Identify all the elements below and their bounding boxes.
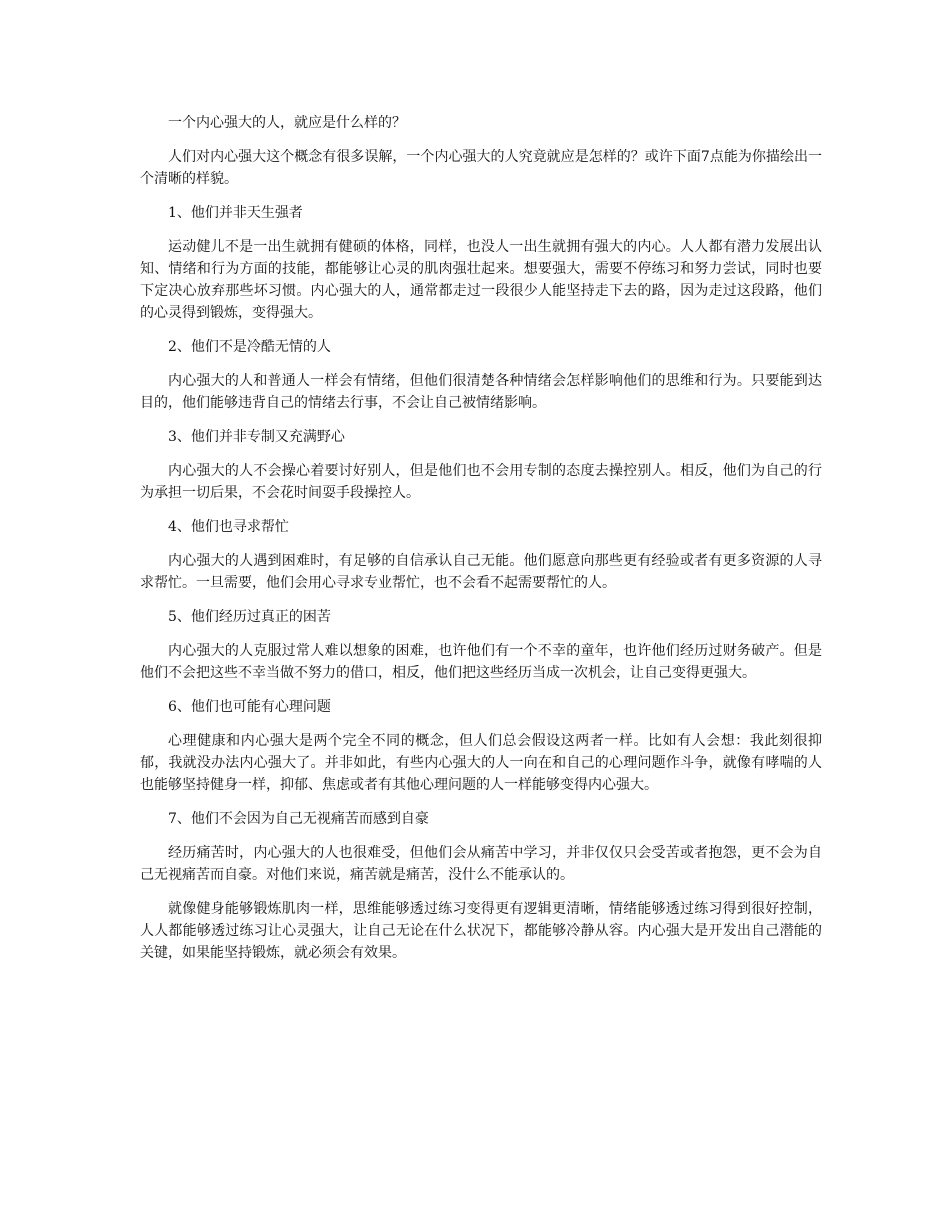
section-5-heading: 5、他们经历过真正的困苦 — [168, 609, 331, 625]
section-4-body: 内心强大的人遇到困难时，有足够的自信承认自己无能。他们愿意向那些更有经验或者有更多资源的人寻求帮忙。一旦需要，他们会用心寻求专业帮忙，也不会看不起需要帮忙的人。 — [140, 553, 822, 591]
document-title: 一个内心强大的人，就应是什么样的？ — [168, 115, 406, 131]
section-1-heading: 1、他们并非天生强者 — [168, 205, 303, 221]
document-body — [140, 112, 822, 976]
section-6-body: 心理健康和内心强大是两个完全不同的概念，但人们总会假设这两者一样。比如有人会想：我此刻很抑郁，我就没办法内心强大了。并非如此，有些内心强大的人一向在和自己的心理问题作斗争，就像有哮喘的人也能够坚持健身一样，抑郁、焦虑或者有其他心理问题的人一样能够变得内心强大。 — [140, 733, 822, 793]
section-7-heading: 7、他们不会因为自己无视痛苦而感到自豪 — [168, 811, 429, 827]
section-6-heading: 6、他们也可能有心理问题 — [168, 699, 331, 715]
section-1-body: 运动健儿不是一出生就拥有健硕的体格，同样，也没人一出生就拥有强大的内心。人人都有潜力发展出认知、情绪和行为方面的技能，都能够让心灵的肌肉强壮起来。想要强大，需要不停练习和努力尝试，同时也要下定决心放弃那些坏习惯。内心强大的人，通常都走过一段很少人能坚持走下去的路，因为走过这段路，他们的心灵得到锻炼，变得强大。 — [140, 239, 822, 321]
section-3-heading: 3、他们并非专制又充满野心 — [168, 429, 345, 445]
section-2-body: 内心强大的人和普通人一样会有情绪，但他们很清楚各种情绪会怎样影响他们的思维和行为。只要能到达目的，他们能够违背自己的情绪去行事，不会让自己被情绪影响。 — [140, 373, 822, 411]
section-5-body: 内心强大的人克服过常人难以想象的困难，也许他们有一个不幸的童年，也许他们经历过财务破产。但是他们不会把这些不幸当做不努力的借口，相反，他们把这些经历当成一次机会，让自己变得更强大。 — [140, 643, 822, 681]
section-7-body: 经历痛苦时，内心强大的人也很难受，但他们会从痛苦中学习，并非仅仅只会受苦或者抱怨，更不会为自己无视痛苦而自豪。对他们来说，痛苦就是痛苦，没什么不能承认的。 — [140, 845, 822, 883]
section-4-heading: 4、他们也寻求帮忙 — [168, 519, 289, 535]
section-2-heading: 2、他们不是冷酷无情的人 — [168, 339, 331, 355]
conclusion-paragraph: 就像健身能够锻炼肌肉一样，思维能够透过练习变得更有逻辑更清晰，情绪能够透过练习得到很好控制，人人都能够透过练习让心灵强大，让自己无论在什么状况下，都能够冷静从容。内心强大是开发出自己潜能的关键，如果能坚持锻炼，就必须会有效果。 — [140, 901, 822, 961]
section-3-body: 内心强大的人不会操心着要讨好别人，但是他们也不会用专制的态度去操控别人。相反，他们为自己的行为承担一切后果，不会花时间耍手段操控人。 — [140, 463, 822, 501]
intro-paragraph: 人们对内心强大这个概念有很多误解，一个内心强大的人究竟就应是怎样的？或许下面7点能为你描绘出一个清晰的样貌。 — [140, 149, 822, 187]
